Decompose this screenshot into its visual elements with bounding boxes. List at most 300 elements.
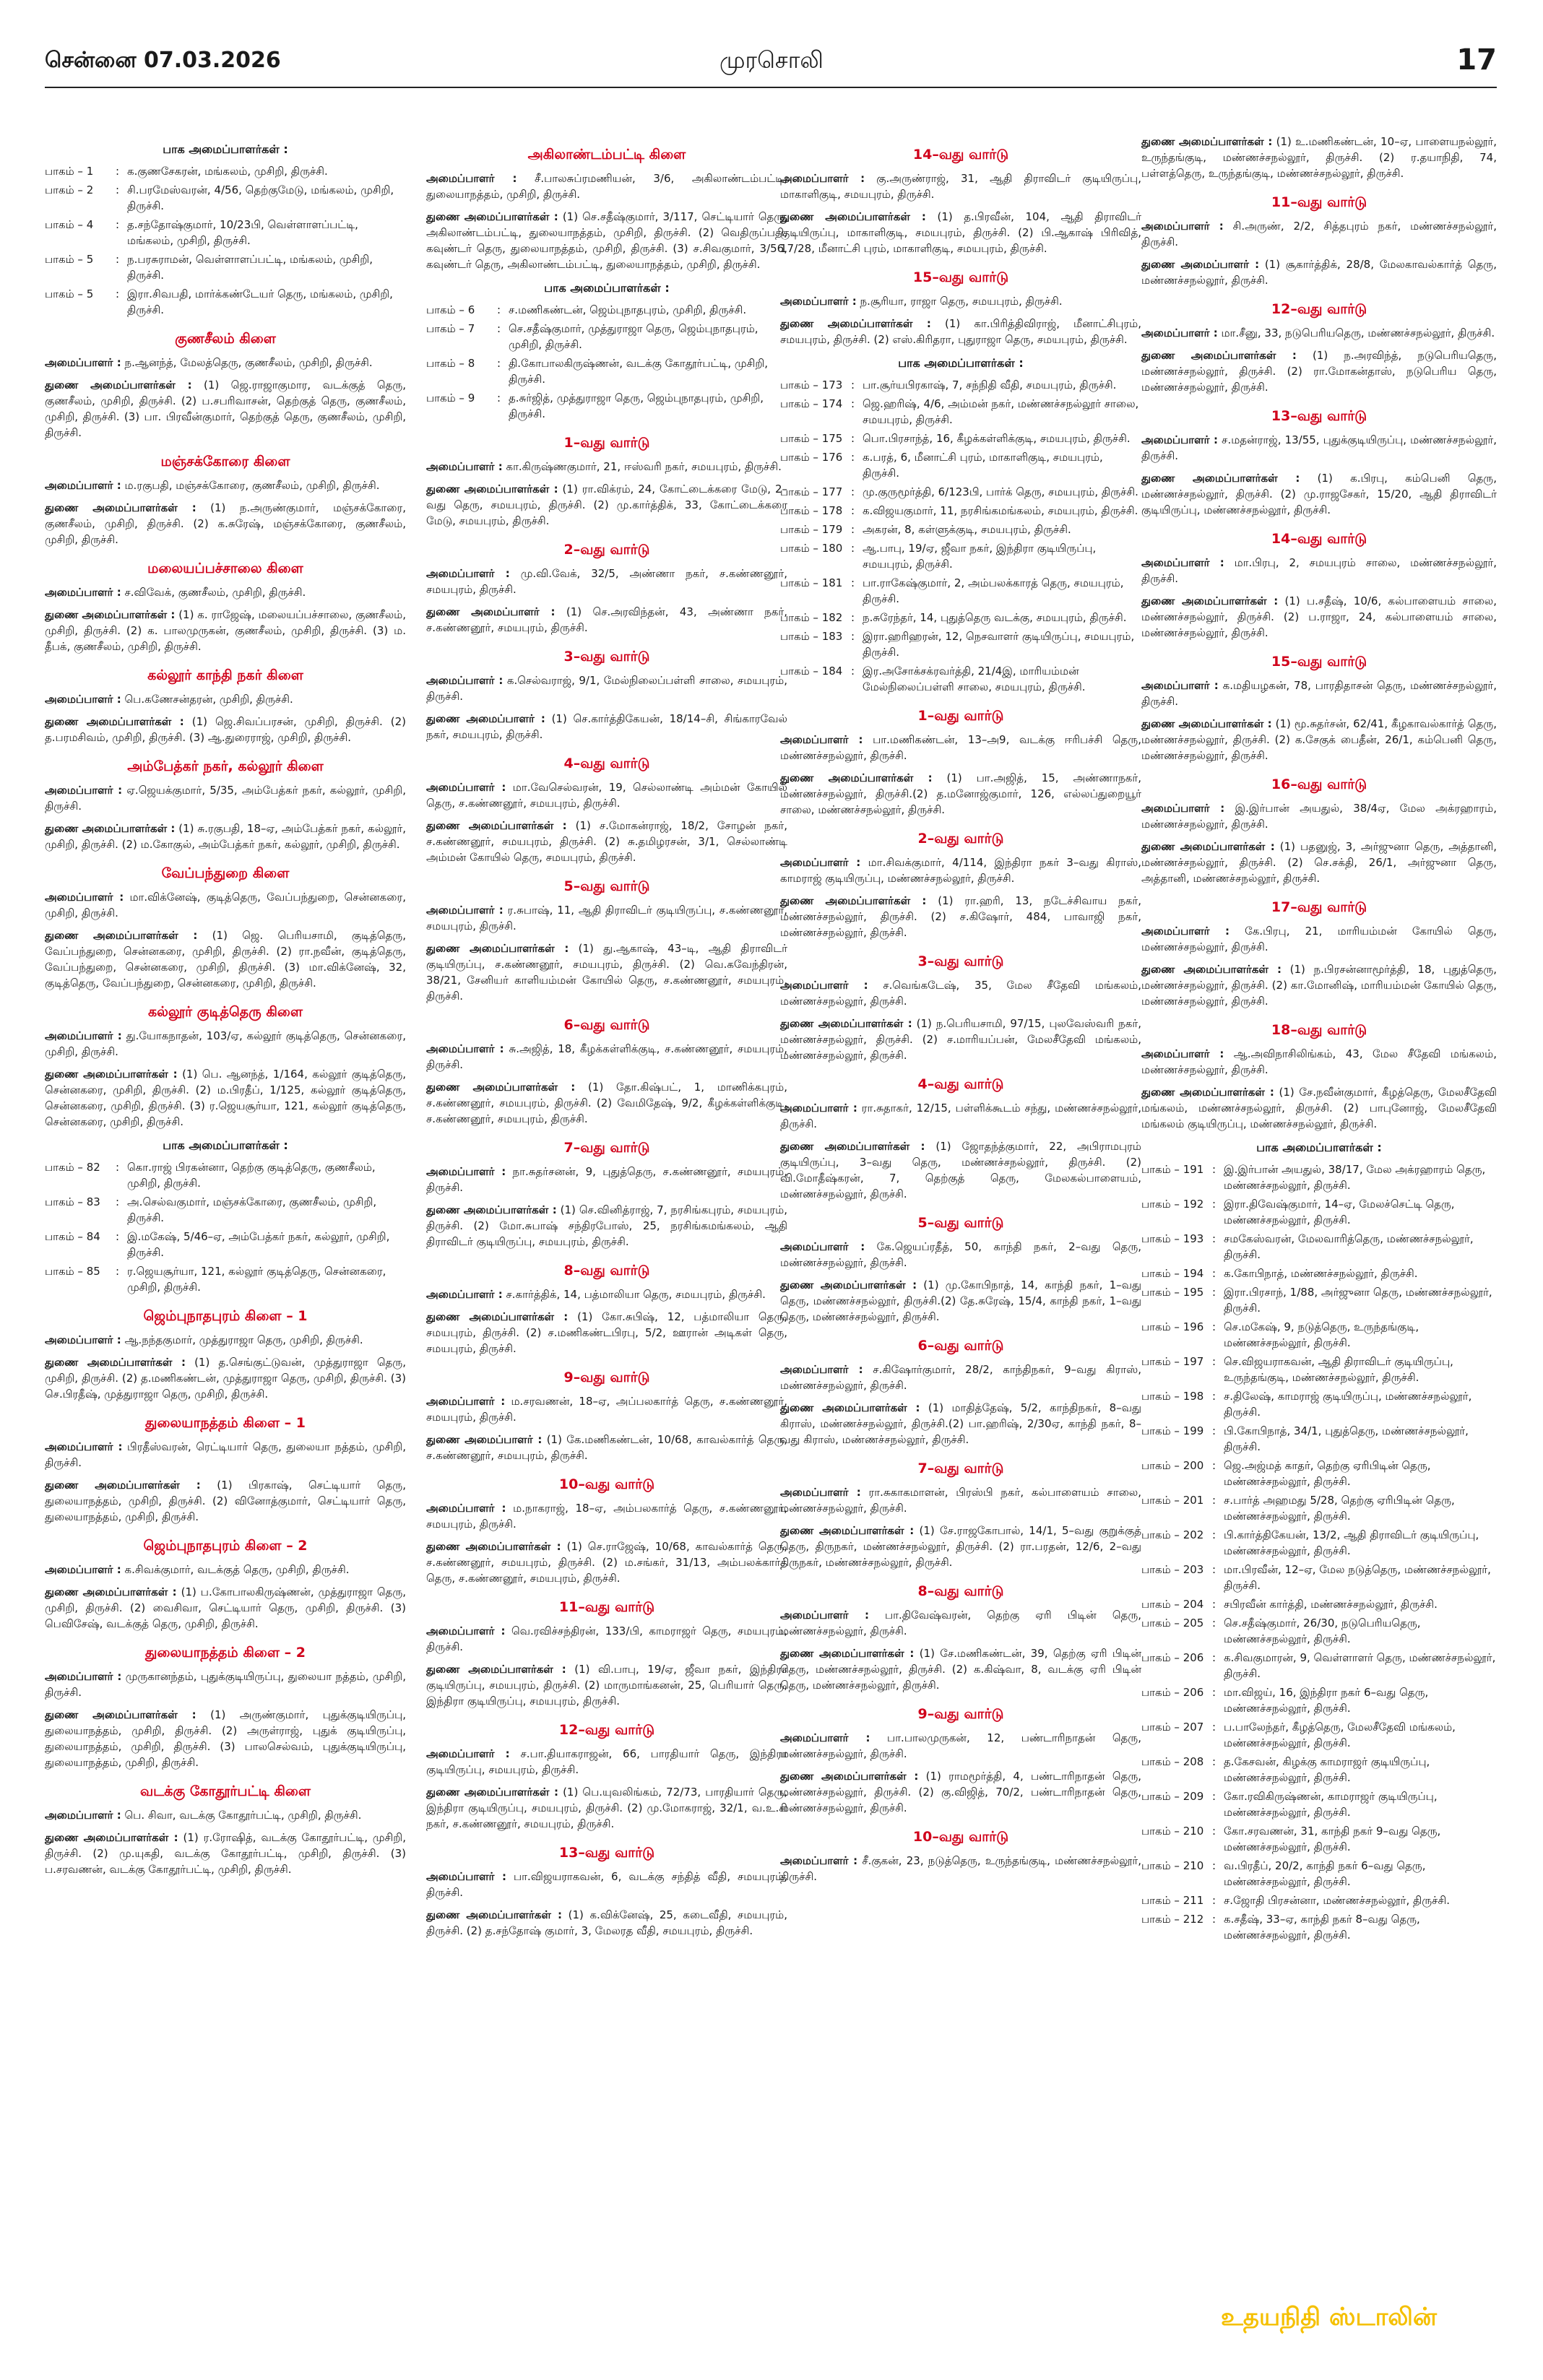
member-entry	[1141, 470, 1497, 518]
role-label: துணை அமைப்பாளர்கள் :	[45, 1068, 178, 1081]
booth-details: மா.பிரவீன், 12–ஏ, மேல நடுத்தெரு, மண்ணச்சநல்லூர், திருச்சி.	[1224, 1563, 1491, 1592]
booth-row	[1141, 1354, 1497, 1385]
member-entry	[45, 1562, 406, 1578]
booth-number: பாகம் – 176	[780, 451, 843, 464]
role-label: அமைப்பாளர் :	[426, 1288, 503, 1301]
member-details: (1) செ.அரவிந்தன், 43, அண்ணா நகர், ச.கண்ணனூர், சமயபுரம், திருச்சி.	[426, 605, 787, 634]
member-entry	[45, 477, 406, 493]
section-heading: 18–வது வார்டு	[1271, 1022, 1367, 1038]
section-heading: 6–வது வார்டு	[563, 1017, 650, 1033]
separator: :	[116, 165, 120, 178]
member-entry	[780, 293, 1141, 309]
member-details: (1) ரா.ஹரி, 13, நடேச்சிவாய நகர், மண்ணச்சநல்லூர், திருச்சி. (2) ச.கிஷோர், 484, பாவாஜி நகர், மண்ணச்சநல்லூர், திருச்சி.	[780, 894, 1141, 939]
member-entry	[780, 209, 1141, 256]
member-details: பா.திவேஷ்வரன், தெற்கு ஏரி பிடின் தெரு, மண்ணச்சநல்லூர், திருச்சி.	[780, 1609, 1141, 1637]
booth-details: ச.திலேஷ், காமராஜ் குடியிருப்பு, மண்ணச்சநல்லூர், திருச்சி.	[1224, 1390, 1472, 1419]
section-heading: ஜெம்புநாதபுரம் கிளை – 2	[143, 1538, 308, 1554]
booth-number: பாகம் – 84	[45, 1230, 100, 1243]
section-heading: 16–வது வார்டு	[1271, 776, 1367, 792]
booth-row	[1141, 1754, 1497, 1786]
role-label: அமைப்பாளர் :	[780, 1363, 863, 1376]
role-label: துணை அமைப்பாளர்கள் :	[780, 894, 927, 907]
booth-number: பாகம் – 192	[1141, 1198, 1204, 1211]
role-label: துணை அமைப்பாளர்கள் :	[780, 210, 926, 223]
member-entry	[1141, 716, 1497, 763]
separator: :	[497, 357, 501, 370]
role-label: அமைப்பாளர் :	[780, 1240, 865, 1253]
role-label: அமைப்பாளர் :	[1141, 1047, 1224, 1060]
member-entry	[426, 1746, 787, 1778]
booth-number: பாகம் – 178	[780, 504, 843, 517]
separator: :	[851, 665, 855, 678]
role-label: துணை அமைப்பாளர்கள் :	[780, 1401, 920, 1414]
member-details: பெ. சிவா, வடக்கு கோதூர்பட்டி, முசிறி, திருச்சி.	[124, 1809, 362, 1822]
role-label: அமைப்பாளர் :	[426, 1624, 506, 1637]
member-entry	[426, 1164, 787, 1195]
booth-details: அ.செல்வகுமார், மஞ்சக்கோரை, குணசீலம், முசிறி, திருச்சி.	[127, 1195, 377, 1224]
member-details: கா.கிருஷ்ணகுமார், 21, ஈஸ்வரி நகர், சமயபுரம், திருச்சி.	[506, 460, 782, 473]
booth-details: ந.சுரேந்தர், 14, புதுத்தெரு வடக்கு, சமயபுரம், திருச்சி.	[863, 611, 1127, 624]
member-entry	[45, 377, 406, 441]
column-3	[780, 134, 1141, 2351]
member-entry	[45, 1066, 406, 1130]
booth-number: பாகம் – 8	[426, 357, 475, 370]
member-details: ச.மதன்ராஜ், 13/55, புதுக்குடியிருப்பு, மண்ணச்சநல்லூர், திருச்சி.	[1141, 433, 1497, 462]
member-entry	[45, 691, 406, 707]
subsection-heading: பாக அமைப்பாளர்கள் :	[544, 281, 670, 295]
member-details: கு.அருண்ராஜ், 31, ஆதி திராவிடர் குடியிருப்பு, மாகாளிகுடி, சமயபுரம், திருச்சி.	[780, 172, 1141, 201]
member-entry	[45, 1332, 406, 1348]
section-heading: 15–வது வார்டு	[912, 269, 1009, 285]
member-details: (1) ச.மோகன்ராஜ், 18/2, சோழன் நகர், ச.கண்ணனூர், சமயபுரம், திருச்சி. (2) சு.தமிழரசன், 3/1, செல்லாண்டி அம்மன் கோயில் தெரு, சமயபுரம், திருச்சி.	[426, 819, 787, 864]
member-entry	[45, 1584, 406, 1632]
role-label: அமைப்பாளர் :	[780, 979, 868, 992]
booth-row	[780, 663, 1141, 695]
section-heading: துலையாநத்தம் கிளை – 2	[145, 1645, 306, 1661]
section-heading: 10–வது வார்டு	[558, 1476, 655, 1492]
role-label: துணை அமைப்பாளர்கள் :	[45, 715, 184, 728]
member-entry	[426, 1286, 787, 1302]
role-label: அமைப்பாளர் :	[45, 1029, 122, 1042]
member-entry	[45, 821, 406, 852]
role-label: துணை அமைப்பாளர்கள் :	[1141, 594, 1279, 607]
member-entry	[1141, 839, 1497, 886]
role-label: அமைப்பாளர் :	[45, 1563, 121, 1576]
member-details: ச.வெங்கடேஷ், 35, மேல சீதேவி மங்கலம், மண்ணச்சநல்லூர், திருச்சி.	[780, 979, 1141, 1008]
booth-details: க.பரத், 6, மீனாட்சி புரம், மாகாளிகுடி, சமயபுரம், திருச்சி.	[863, 451, 1103, 480]
role-label: அமைப்பாளர் :	[426, 1502, 506, 1515]
role-label: துணை அமைப்பாளர் :	[1141, 258, 1260, 271]
section-heading: அகிலாண்டம்பட்டி கிளை	[527, 147, 686, 163]
role-label: துணை அமைப்பாளர்கள் :	[426, 1081, 576, 1094]
member-details: (1) பிரகாஷ், செட்டியார் தெரு, துலையாநத்தம், முசிறி, திருச்சி. (2) வினோத்குமார், செட்டியார் தெரு, துலையாநத்தம், முசிறி, திருச்சி.	[45, 1479, 406, 1523]
member-details: (1) அருண்குமார், புதுக்குடியிருப்பு, துலையாநத்தம், முசிறி, திருச்சி. (2) அருள்ராஜ், புதுக் குடியிருப்பு, துலையாநத்தம், முசிறி, திருச்சி. (3) பாலசெல்வம், புதுக்குடியிருப்பு, துலையாநத்தம், முசிறி, திருச்சி.	[45, 1708, 406, 1769]
role-label: துணை அமைப்பாளர்கள் :	[45, 378, 192, 391]
booth-number: பாகம் – 209	[1141, 1790, 1204, 1803]
booth-number: பாகம் – 191	[1141, 1163, 1204, 1176]
role-label: துணை அமைப்பாளர்கள் :	[426, 1310, 569, 1323]
member-details: இ.இர்பான் அயதுல், 38/4ஏ, மேல அக்ரஹாரம், மண்ணச்சநல்லூர், திருச்சி.	[1141, 802, 1497, 831]
booth-row	[45, 1229, 406, 1260]
role-label: அமைப்பாளர் :	[1141, 556, 1224, 569]
member-entry	[45, 1707, 406, 1770]
role-label: அமைப்பாளர் :	[426, 460, 503, 473]
booth-details: கோ.சரவணன், 31, காந்தி நகர் 9–வது தெரு, மண்ணச்சநல்லூர், திருச்சி.	[1224, 1825, 1441, 1853]
masthead	[0, 0, 1543, 87]
separator: :	[1212, 1894, 1216, 1907]
booth-number: பாகம் – 210	[1141, 1825, 1204, 1838]
column-2	[426, 134, 787, 2351]
newspaper-name: முரசொலி	[719, 46, 824, 74]
separator: :	[1212, 1825, 1216, 1838]
booth-number: பாகம் – 4	[45, 218, 94, 231]
issue-date: சென்னை 07.03.2026	[45, 48, 281, 73]
member-details: (1) ந.அரவிந்த், நடுபெரியதெரு, மண்ணச்சநல்லூர், திருச்சி. (2) ரா.மோகன்தாஸ், நடுபெரிய தெரு, மண்ணச்சநல்லூர், திருச்சி.	[1141, 349, 1497, 394]
member-entry	[45, 1477, 406, 1525]
role-label: துணை அமைப்பாளர்கள் :	[45, 608, 176, 621]
member-details: ஏ.ஜெயக்குமார், 5/35, அம்பேத்கர் நகர், கல்லூர், முசிறி, திருச்சி.	[45, 784, 406, 813]
booth-details: சி.பரமேஸ்வரன், 4/56, தெற்குமேடு, மங்கலம், முசிறி, திருச்சி.	[127, 183, 394, 212]
role-label: அமைப்பாளர் :	[780, 856, 861, 869]
role-label: அமைப்பாளர் :	[45, 479, 121, 492]
member-entry	[426, 170, 787, 202]
section-heading: கல்லூர் குடித்தெரு கிளை	[147, 1004, 303, 1020]
section-heading: 7–வது வார்டு	[917, 1461, 1004, 1476]
booth-row	[780, 628, 1141, 660]
separator: :	[116, 1161, 120, 1174]
booth-number: பாகம் – 197	[1141, 1355, 1204, 1368]
member-entry	[780, 1730, 1141, 1762]
member-details: (1) ந.பிரசன்னாமூர்த்தி, 18, புதுத்தெரு, மண்ணச்சநல்லூர், திருச்சி. (2) கா.மோனிஷ், மாரியம்மன் கோயில் தெரு, மண்ணச்சநல்லூர், திருச்சி.	[1141, 963, 1497, 1008]
booth-details: க.குணசேகரன், மங்கலம், முசிறி, திருச்சி.	[127, 165, 328, 178]
booth-details: மா.விஜய், 16, இந்திரா நகர் 6–வது தெரு, மண்ணச்சநல்லூர், திருச்சி.	[1224, 1686, 1429, 1715]
booth-details: பா.சூர்யபிரகாஷ், 7, சந்நிதி வீதி, சமயபுரம், திருச்சி.	[863, 378, 1117, 391]
member-details: (1) செ.ராஜேஷ், 10/68, காவல்கார்த் தெரு, ச.கண்ணனூர், சமயபுரம், திருச்சி. (2) ம.சங்கர், 31/13, அம்பலக்கார்த் தெரு, ச.கண்ணனூர், சமயபுரம், திருச்சி.	[426, 1540, 787, 1585]
role-label: அமைப்பாளர் :	[780, 172, 865, 185]
member-entry	[780, 1016, 1141, 1063]
page-number: 17	[1456, 43, 1497, 77]
member-details: (1) வி.பாபு, 19/ஏ, ஜீவா நகர், இந்திரா குடியிருப்பு, சமயபுரம், திருச்சி. (2) மாருமாங்கனன், 25, பெரியார் தெரு, இந்திரா குடியிருப்பு, சமயபுரம், திருச்சி.	[426, 1663, 787, 1708]
member-details: (1) க. ராஜேஷ், மலையப்பச்சாலை, குணசீலம், முசிறி, திருச்சி. (2) க. பாலமுருகன், குணசீலம், முசிறி, திருச்சி. (3) ம. தீபக், குணசீலம், முசிறி, திருச்சி.	[45, 608, 406, 653]
role-label: அமைப்பாளர் :	[45, 784, 123, 797]
role-label: அமைப்பாளர் :	[426, 1165, 506, 1178]
member-details: ச.விவேக், குணசீலம், முசிறி, திருச்சி.	[124, 586, 306, 599]
member-entry	[45, 927, 406, 991]
subsection-heading: பாக அமைப்பாளர்கள் :	[1256, 1141, 1382, 1154]
section-heading: 10–வது வார்டு	[912, 1829, 1009, 1845]
member-entry	[426, 1079, 787, 1127]
member-details: கே.ஜெயப்ரதீத், 50, காந்தி நகர், 2–வது தெரு, மண்ணச்சநல்லூர், திருச்சி.	[780, 1240, 1141, 1269]
role-label: அமைப்பாளர் :	[780, 1609, 869, 1622]
separator: :	[851, 576, 855, 589]
separator: :	[1212, 1686, 1216, 1699]
booth-number: பாகம் – 9	[426, 391, 475, 404]
separator: :	[497, 303, 501, 316]
member-entry	[1141, 218, 1497, 250]
member-details: (1) மாதித்தேஷ், 5/2, காந்திநகர், 8–வது கிராஸ், மண்ணச்சநல்லூர், திருச்சி.(2) பா.ஹரிஷ், 2/30ஏ, காந்தி நகர், 8–வது கிராஸ், மண்ணச்சநல்லூர், திருச்சி.	[780, 1401, 1141, 1446]
section-heading: 13–வது வார்டு	[558, 1845, 655, 1861]
member-details: ஆ.அவிநாசிலிங்கம், 43, மேல சீதேவி மங்கலம், மண்ணச்சநல்லூர், திருச்சி.	[1141, 1047, 1497, 1076]
role-label: துணை அமைப்பாளர்கள் :	[45, 822, 176, 835]
section-heading: 4–வது வார்டு	[917, 1076, 1004, 1092]
member-entry	[780, 170, 1141, 202]
role-label: துணை அமைப்பாளர்கள் :	[426, 1540, 561, 1553]
member-details: ர.சுபாஷ், 11, ஆதி திராவிடர் குடியிருப்பு, ச.கண்ணனூர், சமயபுரம், திருச்சி.	[426, 904, 787, 932]
booth-number: பாகம் – 177	[780, 485, 843, 498]
booth-details: ச.பார்த் அஹமது 5/28, தெற்கு ஏரிபிடின் தெரு, மண்ணச்சநல்லூர், திருச்சி.	[1224, 1494, 1455, 1523]
member-entry	[45, 584, 406, 600]
role-label: அமைப்பாளர் :	[1141, 925, 1230, 938]
member-entry	[1141, 555, 1497, 587]
member-details: ச.கார்த்திக், 14, பத்மாலியா தெரு, சமயபுரம், திருச்சி.	[506, 1288, 766, 1301]
subsection-heading: பாக அமைப்பாளர்கள் :	[163, 1138, 288, 1152]
section-heading: 3–வது வார்டு	[563, 649, 650, 665]
member-details: (1) ந.அருண்குமார், மஞ்சக்கோரை, குணசீலம், முசிறி, திருச்சி. (2) க.சுரேஷ், மஞ்சக்கோரை, குணசீலம், முசிறி, திருச்சி.	[45, 501, 406, 546]
section-heading: குணசீலம் கிளை	[175, 331, 276, 347]
role-label: துணை அமைப்பாளர்கள் :	[45, 929, 198, 942]
member-entry	[426, 779, 787, 811]
booth-number: பாகம் – 204	[1141, 1598, 1204, 1611]
booth-number: பாகம் – 196	[1141, 1320, 1204, 1333]
section-heading: 2–வது வார்டு	[563, 542, 650, 558]
member-entry	[45, 714, 406, 745]
booth-details: இ.மகேஷ், 5/46–ஏ, அம்பேத்கர் நகர், கல்லூர், முசிறி, திருச்சி.	[127, 1230, 390, 1259]
separator: :	[1212, 1494, 1216, 1507]
booth-number: பாகம் – 194	[1141, 1267, 1204, 1280]
booth-details: இர.அசோக்சக்ரவர்த்தி, 21/4இ, மாரியம்மன் மேல்நிலைப்பள்ளி சாலை, சமயபுரம், திருச்சி.	[863, 665, 1086, 693]
separator: :	[1212, 1355, 1216, 1368]
booth-row	[780, 377, 1141, 393]
booth-row	[1141, 1423, 1497, 1455]
member-entry	[1141, 134, 1497, 181]
member-details: ம.நாகராஜ், 18–ஏ, அம்பலகார்த் தெரு, ச.கண்ணனூர், சமயபுரம், திருச்சி.	[426, 1502, 787, 1531]
member-details: ம.ரகுபதி, மஞ்சக்கோரை, குணசீலம், முசிறி, திருச்சி.	[124, 479, 380, 492]
member-entry	[780, 1138, 1141, 1202]
booth-number: பாகம் – 199	[1141, 1424, 1204, 1437]
separator: :	[1212, 1598, 1216, 1611]
booth-details: பி.கோபிநாத், 34/1, புதுத்தெரு, மண்ணச்சநல்லூர், திருச்சி.	[1224, 1424, 1469, 1453]
booth-details: க.கோபிநாத், மண்ணச்சநல்லூர், திருச்சி.	[1224, 1267, 1418, 1280]
section-heading: 14–வது வார்டு	[1271, 531, 1367, 547]
booth-number: பாகம் – 195	[1141, 1286, 1204, 1299]
booth-row	[1141, 1319, 1497, 1351]
subsection-heading: பாக அமைப்பாளர்கள் :	[898, 356, 1024, 370]
member-entry	[45, 889, 406, 921]
member-details: (1) க.பிரபு, கம்பெனி தெரு, மண்ணச்சநல்லூர், திருச்சி. (2) மு.ராஜசேகர், 15/20, ஆதி திராவிடர் குடியிருப்பு, மண்ணச்சநல்லூர், திருச்சி.	[1141, 472, 1497, 516]
role-label: அமைப்பாளர் :	[780, 295, 857, 308]
member-details: (1) சு.ரகுபதி, 18–ஏ, அம்பேத்கர் நகர், கல்லூர், முசிறி, திருச்சி. (2) ம.கோகுல், அம்பேத்கர் நகர், கல்லூர், முசிறி, திருச்சி.	[45, 822, 406, 851]
separator: :	[851, 542, 855, 555]
booth-row	[426, 355, 787, 387]
booth-row	[1141, 1596, 1497, 1612]
booth-details: த.சுர்ஜித், முத்துராஜா தெரு, ஜெம்புநாதபுரம், முசிறி, திருச்சி.	[509, 391, 764, 420]
role-label: அமைப்பாளர் :	[426, 1042, 504, 1055]
role-label: துணை அமைப்பாளர்கள் :	[45, 1356, 186, 1369]
role-label: துணை அமைப்பாளர்கள் :	[780, 1770, 919, 1783]
member-entry	[780, 1400, 1141, 1448]
role-label: அமைப்பாளர் :	[45, 356, 121, 369]
booth-details: ஜெ.அஜ்மத் காதர், தெற்கு ஏரிபிடின் தெரு, மண்ணச்சநல்லூர், திருச்சி.	[1224, 1459, 1431, 1488]
role-label: துணை அமைப்பாளர்கள் :	[1141, 840, 1275, 853]
member-details: க.செல்வராஜ், 9/1, மேல்நிலைப்பள்ளி சாலை, சமயபுரம், திருச்சி.	[426, 674, 787, 703]
member-details: (1) சூகார்த்திக், 28/8, மேலகாவல்கார்த் தெரு, மண்ணச்சநல்லூர், திருச்சி.	[1141, 258, 1497, 287]
member-entry	[45, 607, 406, 654]
booth-row	[45, 1263, 406, 1295]
role-label: அமைப்பாளர் :	[426, 172, 517, 185]
role-label: துணை அமைப்பாளர்கள் :	[426, 819, 567, 832]
section-heading: 3–வது வார்டு	[917, 953, 1004, 969]
role-label: அமைப்பாளர் :	[426, 674, 503, 687]
member-entry	[780, 1277, 1141, 1325]
member-entry	[1141, 432, 1497, 464]
member-details: (1) உ.மணிகண்டன், 10–ஏ, பாளையநல்லூர், உருந்தங்குடி, மண்ணச்சநல்லூர், திருச்சி. (2) ர.தயாநிதி, 74, பள்ளத்தெரு, உருந்தங்குடி, மண்ணச்சநல்லூர், திருச்சி.	[1141, 135, 1497, 180]
separator: :	[1212, 1617, 1216, 1630]
member-entry	[780, 1239, 1141, 1271]
member-details: (1) தோ.கிஷ்பட், 1, மாணிக்கபுரம், ச.கண்ணனூர், சமயபுரம், திருச்சி. (2) வேமிதேஷ், 9/2, கீழக்கள்ளிக்குடி, ச.கண்ணனூர், சமயபுரம், திருச்சி.	[426, 1081, 787, 1125]
member-details: மா.சிவக்குமார், 4/114, இந்திரா நகர் 3–வது கிராஸ், காமராஜ் குடியிருப்பு, மண்ணச்சநல்லூர், திருச்சி.	[780, 856, 1141, 885]
section-heading: 11–வது வார்டு	[558, 1599, 655, 1615]
booth-number: பாகம் – 5	[45, 287, 94, 300]
booth-row	[1141, 1196, 1497, 1228]
member-entry	[1141, 347, 1497, 395]
separator: :	[851, 611, 855, 624]
section-heading: மலையப்பச்சாலை கிளை	[147, 561, 303, 576]
member-details: ந.ஆனந்த், மேலத்தெரு, குணசீலம், முசிறி, திருச்சி.	[124, 356, 373, 369]
member-entry	[1141, 800, 1497, 832]
booth-row	[1141, 1650, 1497, 1682]
role-label: துணை அமைப்பாளர்கள் :	[45, 501, 196, 514]
role-label: துணை அமைப்பாளர்கள் :	[45, 1831, 178, 1844]
member-details: பா.பாலமுருகன், 12, பண்டாரிநாதன் தெரு, மண்ணச்சநல்லூர், திருச்சி.	[780, 1731, 1141, 1760]
member-details: (1) ப.கோபாலகிருஷ்ணன், முத்துராஜா தெரு, முசிறி, திருச்சி. (2) வைசிவா, செட்டியார் தெரு, முசிறி, திருச்சி. (3) பெவிசேஷ், வடக்குத் தெரு, முசிறி, திருச்சி.	[45, 1585, 406, 1630]
separator: :	[851, 397, 855, 410]
booth-row	[1141, 1719, 1497, 1751]
member-details: (1) த.செங்குட்டுவன், முத்துராஜா தெரு, முசிறி, திருச்சி. (2) த.மணிகண்டன், முத்துராஜா தெரு, முசிறி, திருச்சி. (3) செ.பிரதீஷ், முத்துராஜா தெரு, முசிறி, திருச்சி.	[45, 1356, 406, 1401]
header-rule	[45, 87, 1497, 88]
member-details: து.யோகநாதன், 103/ஏ, கல்லூர் குடித்தெரு, சென்னகரை, முசிறி, திருச்சி.	[45, 1029, 406, 1058]
booth-number: பாகம் – 203	[1141, 1563, 1204, 1576]
role-label: துணை அமைப்பாளர்கள் :	[426, 1203, 557, 1216]
booth-row	[780, 484, 1141, 500]
member-entry	[780, 1768, 1141, 1816]
booth-number: பாகம் – 206	[1141, 1686, 1204, 1699]
member-entry	[1141, 256, 1497, 288]
member-details: நா.சுதர்சனன், 9, புதுத்தெரு, ச.கண்ணனூர், சமயபுரம், திருச்சி.	[426, 1165, 787, 1194]
booth-row	[1141, 1684, 1497, 1716]
section-heading: அம்பேத்கர் நகர், கல்லூர் கிளை	[127, 758, 324, 774]
role-label: துணை அமைப்பாளர் :	[426, 1433, 543, 1446]
member-entry	[426, 818, 787, 865]
booth-number: பாகம் – 200	[1141, 1459, 1204, 1472]
booth-number: பாகம் – 174	[780, 397, 843, 410]
role-label: அமைப்பாளர் :	[426, 1870, 506, 1883]
member-entry	[426, 1393, 787, 1425]
member-details: (1) ஜோதந்த்குமார், 22, அபிராமபுரம் குடியிருப்பு, 3–வது தெரு, மண்ணச்சநல்லூர், திருச்சி. (2) வி.மோதீஷ்கரன், 7, தெற்குத் தெரு, மேலகல்பாளையம், மண்ணச்சநல்லூர், திருச்சி.	[780, 1140, 1141, 1200]
booth-details: மு.குருமூர்த்தி, 6/123பி, பார்க் தெரு, சமயபுரம், திருச்சி.	[863, 485, 1138, 498]
role-label: துணை அமைப்பாளர்கள் :	[426, 1908, 562, 1921]
member-entry	[1141, 923, 1497, 955]
member-entry	[426, 1500, 787, 1532]
role-label: அமைப்பாளர் :	[780, 1854, 858, 1867]
role-label: அமைப்பாளர் :	[426, 904, 503, 917]
role-label: துணை அமைப்பாளர்கள் :	[45, 1479, 201, 1492]
booth-row	[1141, 1388, 1497, 1420]
booth-number: பாகம் – 205	[1141, 1617, 1204, 1630]
separator: :	[1212, 1651, 1216, 1664]
section-heading: 11–வது வார்டு	[1271, 194, 1367, 210]
member-details: ச.கிஷோர்குமார், 28/2, காந்திநகர், 9–வது கிராஸ், மண்ணச்சநல்லூர், திருச்சி.	[780, 1363, 1141, 1392]
member-entry	[780, 977, 1141, 1009]
separator: :	[1212, 1721, 1216, 1734]
section-heading: துலையாநத்தம் கிளை – 1	[145, 1415, 306, 1431]
separator: :	[851, 504, 855, 517]
booth-details: த.கேசவன், கிழக்கு காமராஜர் குடியிருப்பு, மண்ணச்சநல்லூர், திருச்சி.	[1224, 1755, 1430, 1784]
booth-number: பாகம் – 179	[780, 523, 843, 536]
booth-row	[780, 449, 1141, 481]
member-details: (1) சே.மணிகண்டன், 39, தெற்கு ஏரி பிடின் தெரு, மண்ணச்சநல்லூர், திருச்சி. (2) க.கிஷ்வா, 8, வடக்கு ஏரி பிடின் தெரு, மண்ணச்சநல்லூர், திருச்சி.	[780, 1647, 1141, 1692]
member-entry	[45, 500, 406, 548]
booth-details: ந.பரசுராமன், வெள்ளாளப்பட்டி, மங்கலம், முசிறி, திருச்சி.	[127, 253, 373, 282]
column-4	[1141, 134, 1497, 2351]
booth-row	[1141, 1492, 1497, 1524]
member-details: ஆ.நந்தகுமார், முத்துராஜா தெரு, முசிறி, திருச்சி.	[124, 1333, 363, 1346]
member-entry	[780, 732, 1141, 763]
member-entry	[426, 481, 787, 529]
member-details: சி.அருண், 2/2, சித்தபுரம் நகர், மண்ணச்சநல்லூர், திருச்சி.	[1141, 220, 1497, 248]
separator: :	[1212, 1755, 1216, 1768]
role-label: துணை அமைப்பாளர்கள் :	[780, 317, 931, 330]
member-entry	[426, 209, 787, 272]
member-entry	[45, 1830, 406, 1877]
member-details: (1) மூ.சுதர்சன், 62/41, கீழகாவல்கார்த் தெரு, மண்ணச்சநல்லூர், திருச்சி. (2) க.சேகுக் பைதீன், 26/1, கம்பெனி தெரு, மண்ணச்சநல்லூர், திருச்சி.	[1141, 717, 1497, 762]
member-details: (1) ரா.விக்ரம், 24, கோட்டைக்கரை மேடு, 2–வது தெரு, சமயபுரம், திருச்சி. (2) மு.கார்த்திக், 33, கோட்டைக்கரை மேடு, சமயபுரம், திருச்சி.	[426, 483, 787, 527]
booth-row	[1141, 1527, 1497, 1559]
role-label: அமைப்பாளர் :	[45, 586, 121, 599]
booth-number: பாகம் – 201	[1141, 1494, 1204, 1507]
role-label: அமைப்பாளர் :	[45, 693, 121, 706]
section-heading: 1–வது வார்டு	[917, 708, 1004, 724]
separator: :	[497, 322, 501, 335]
section-heading: 6–வது வார்டு	[917, 1338, 1004, 1354]
booth-row	[780, 522, 1141, 537]
booth-row	[45, 1194, 406, 1226]
separator: :	[116, 287, 120, 300]
member-entry	[426, 711, 787, 743]
section-heading: 9–வது வார்டு	[563, 1369, 650, 1385]
role-label: அமைப்பாளர் :	[780, 1731, 870, 1744]
member-details: ம.சரவணன், 18–ஏ, அப்பலகார்த் தெரு, ச.கண்ணனூர், சமயபுரம், திருச்சி.	[426, 1395, 787, 1424]
member-details: ரா.சுதாகர், 12/15, பள்ளிக்கூடம் சந்து, மண்ணச்சநல்லூர், திருச்சி.	[780, 1102, 1141, 1130]
role-label: துணை அமைப்பாளர்கள் :	[780, 1524, 915, 1537]
member-details: (1) மு.கோபிநாத், 14, காந்தி நகர், 1–வது தெரு, மண்ணச்சநல்லூர், திருச்சி.(2) தே.சுரேஷ், 15/4, காந்தி நகர், 1–வது தெரு, மண்ணச்சநல்லூர், திருச்சி.	[780, 1278, 1141, 1323]
member-details: பிரதீஸ்வரன், ரெட்டியார் தெரு, துலையா நத்தம், முசிறி, திருச்சி.	[45, 1440, 406, 1469]
separator: :	[1212, 1563, 1216, 1576]
member-details: வெ.ரவிச்சந்திரன், 133/பி, காமராஜர் தெரு, சமயபுரம், திருச்சி.	[426, 1624, 787, 1653]
member-entry	[426, 672, 787, 704]
section-heading: 5–வது வார்டு	[563, 878, 650, 894]
booth-row	[45, 182, 406, 214]
role-label: துணை அமைப்பாளர்கள் :	[1141, 472, 1300, 485]
separator: :	[116, 1230, 120, 1243]
member-details: (1) சே.ராஜகோபால், 14/1, 5–வது குறுக்குத் தெரு, திருநகர், மண்ணச்சநல்லூர், திருச்சி. (2) ரா.பரதன், 12/6, 2–வது திருநகர், மண்ணச்சநல்லூர், திருச்சி.	[780, 1524, 1141, 1569]
separator: :	[851, 485, 855, 498]
section-heading: 8–வது வார்டு	[917, 1583, 1004, 1599]
member-details: க.சிவக்குமார், வடக்குத் தெரு, முசிறி, திருச்சி.	[124, 1563, 350, 1576]
role-label: துணை அமைப்பாளர்கள் :	[1141, 717, 1272, 730]
booth-row	[1141, 1562, 1497, 1593]
member-details: (1) து.ஆகாஷ், 43–டி, ஆதி திராவிடர் குடியிருப்பு, ச.கண்ணனூர், சமயபுரம், திருச்சி. (2) வெ.கவேந்திரன், 38/21, சேனியர் காளியம்மன் கோயில் தெரு, ச.கண்ணனூர், சமயபுரம், திருச்சி.	[426, 942, 787, 1003]
member-entry	[426, 940, 787, 1004]
